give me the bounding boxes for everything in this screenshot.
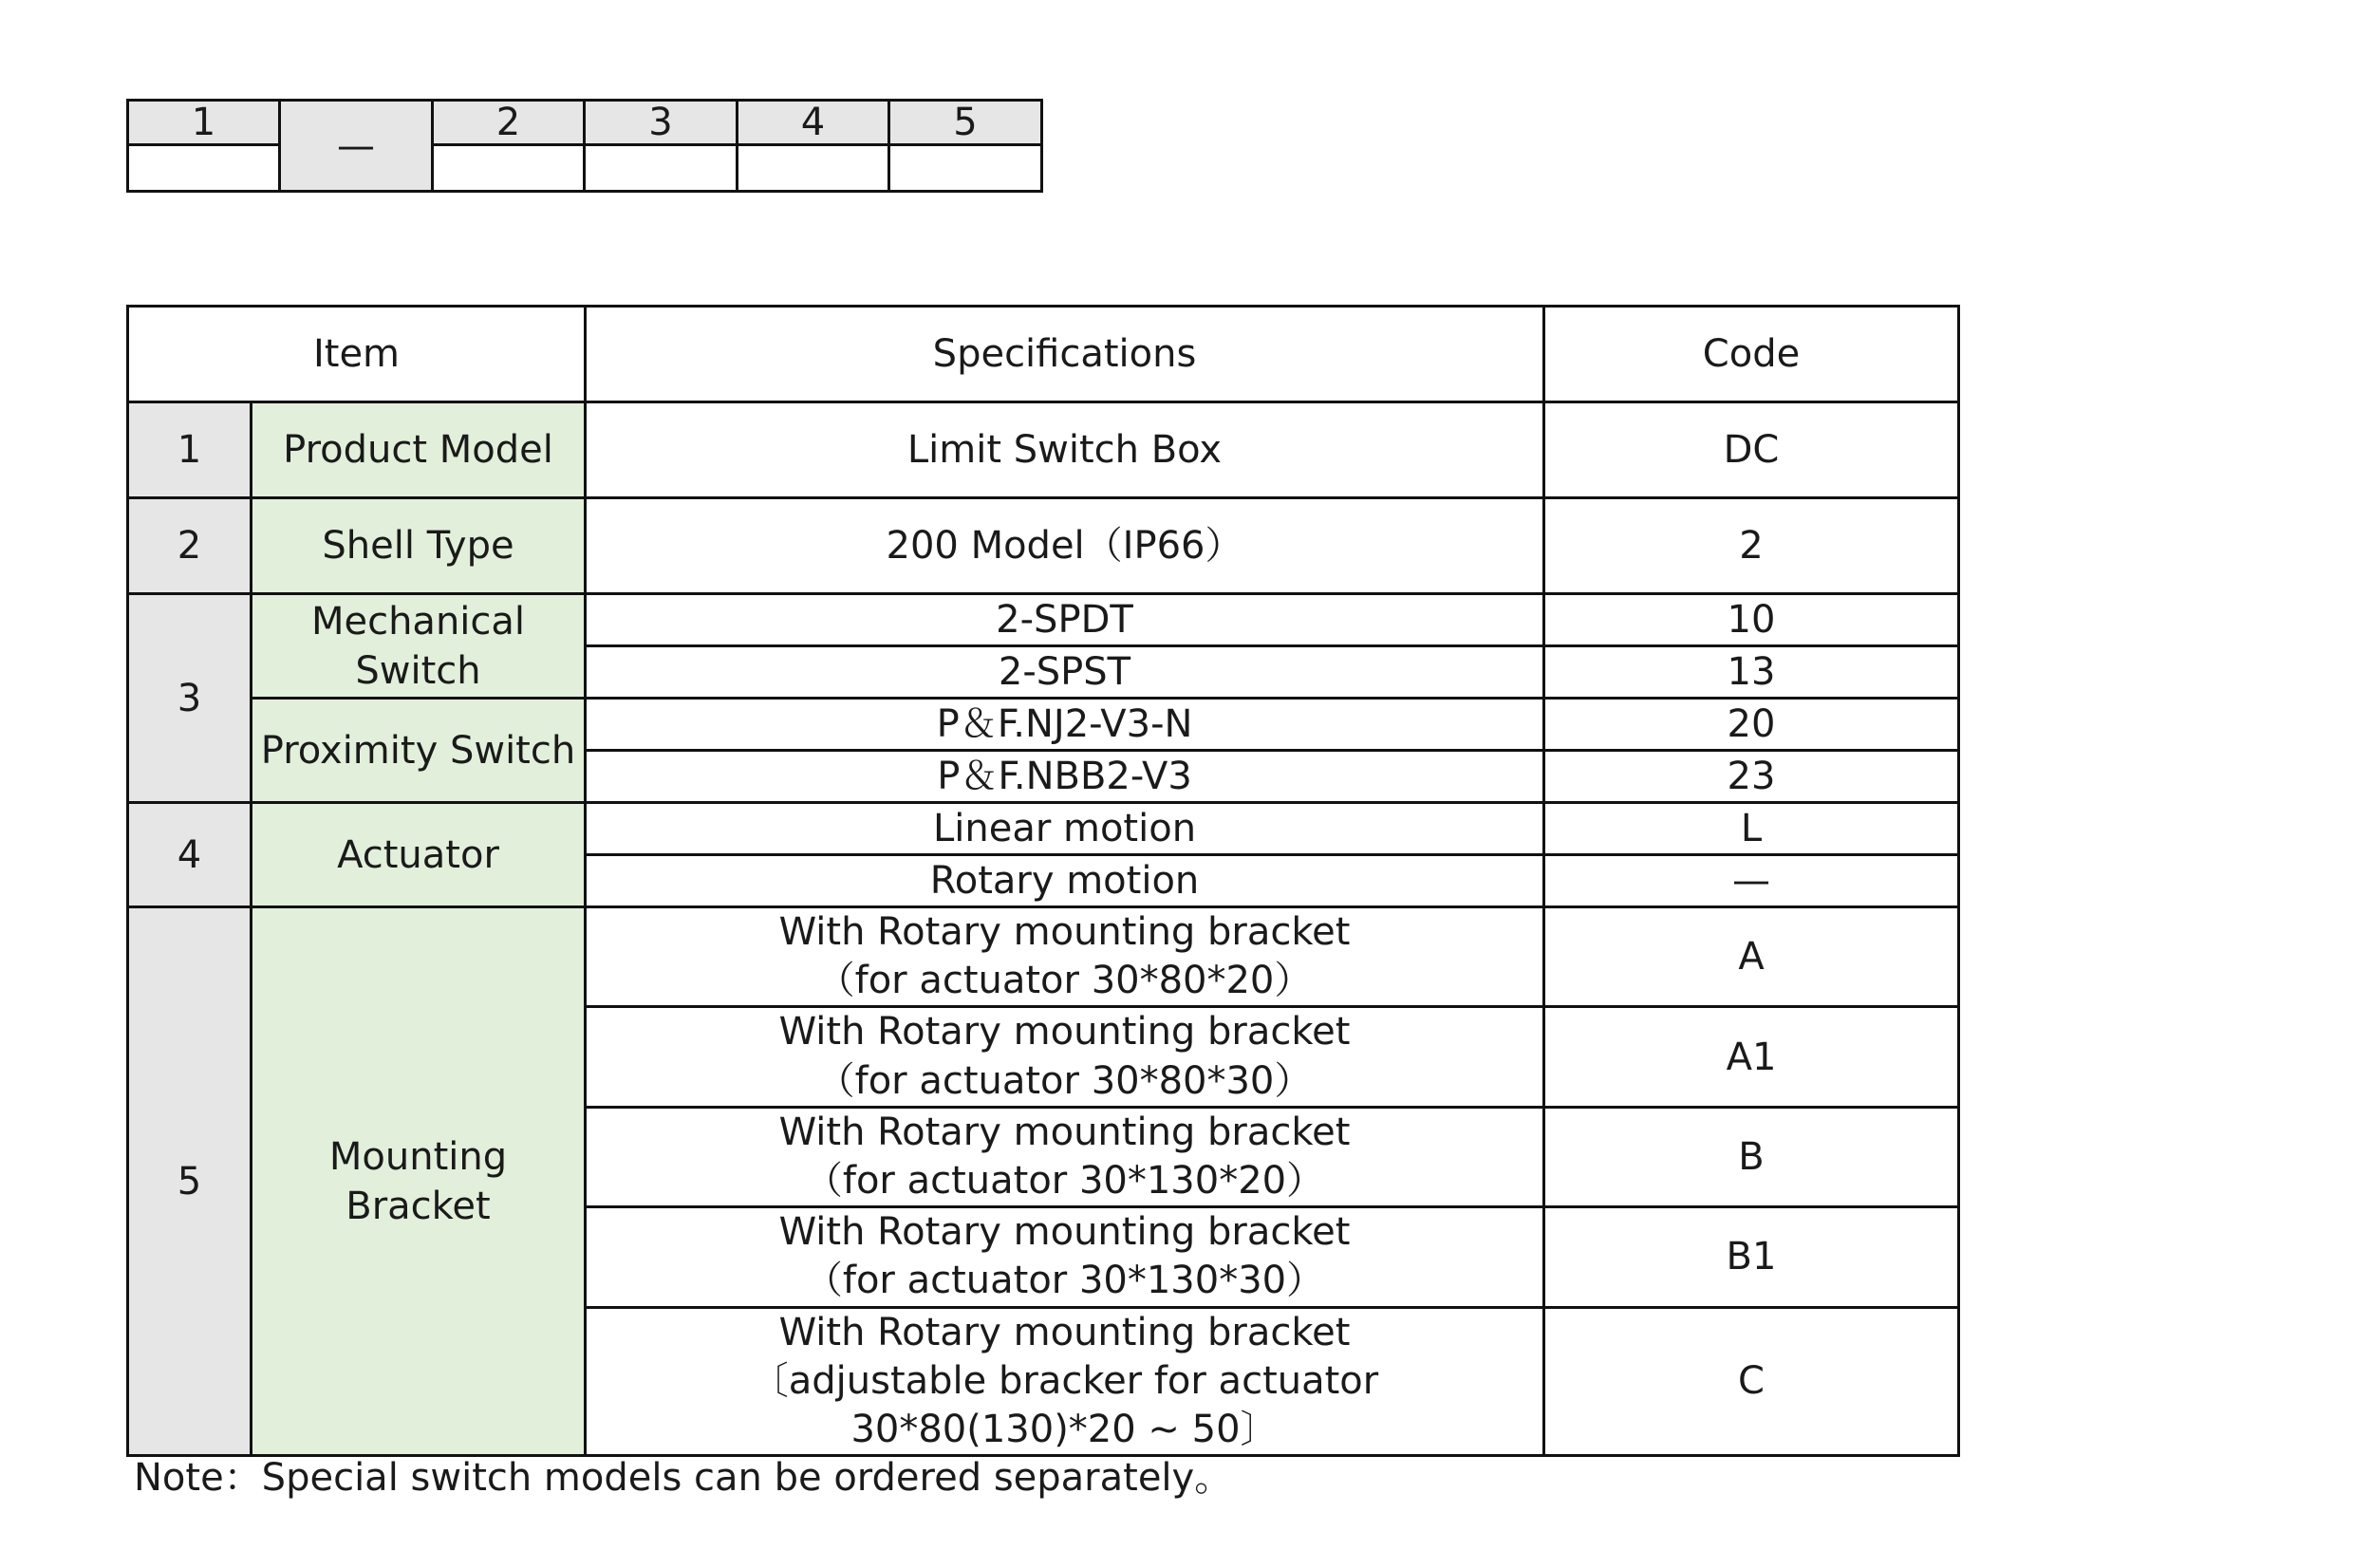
- code-cell: DC: [1544, 402, 1959, 498]
- position-5-value-cell: [889, 145, 1042, 192]
- code-cell: 23: [1544, 751, 1959, 803]
- position-separator-dash: —: [280, 101, 433, 192]
- code-position-row: [128, 101, 1042, 145]
- spec-cell: [586, 907, 1544, 1007]
- item-number: 4: [128, 803, 252, 907]
- position-4-label: 4: [738, 101, 889, 145]
- code-cell: A1: [1544, 1007, 1959, 1107]
- spec-line: With Rotary mounting bracket: [778, 1310, 1351, 1354]
- spec-cell: Rotary motion: [586, 855, 1544, 907]
- spec-line: （for actuator 30*80*20）: [816, 959, 1313, 1003]
- spec-line: （for actuator 30*80*30）: [816, 1058, 1313, 1103]
- item-name: Mechanical Switch: [252, 594, 586, 699]
- item-name: Product Model: [252, 402, 586, 498]
- item-name: Mounting Bracket: [252, 907, 586, 1456]
- spec-cell: P＆F.NJ2-V3-N: [586, 699, 1544, 751]
- position-1-value-cell: [128, 145, 280, 192]
- item-name: Actuator: [252, 803, 586, 907]
- code-cell: 13: [1544, 646, 1959, 699]
- spec-cell: [586, 1207, 1544, 1307]
- footnote: Note：Special switch models can be ordered separately。: [134, 1456, 1233, 1500]
- position-1-label: 1: [128, 101, 280, 145]
- position-3-value-cell: [585, 145, 738, 192]
- code-cell: —: [1544, 855, 1959, 907]
- table-row: [128, 594, 1959, 646]
- spec-cell: 2-SPST: [586, 646, 1544, 699]
- table-row: [128, 803, 1959, 855]
- position-2-value-cell: [433, 145, 585, 192]
- code-cell: 20: [1544, 699, 1959, 751]
- spec-line: With Rotary mounting bracket: [778, 910, 1351, 954]
- item-name: Proximity Switch: [252, 699, 586, 803]
- specification-table: [126, 305, 1960, 1457]
- spec-line: With Rotary mounting bracket: [778, 1210, 1351, 1255]
- code-cell: A: [1544, 907, 1959, 1007]
- header-specifications: Specifications: [586, 307, 1544, 402]
- spec-line: 30*80(130)*20 ~ 50〕: [850, 1407, 1279, 1451]
- header-item: Item: [128, 307, 586, 402]
- code-value-row: [128, 145, 1042, 192]
- position-2-label: 2: [433, 101, 585, 145]
- spec-cell: [586, 1007, 1544, 1107]
- position-5-label: 5: [889, 101, 1042, 145]
- item-number: 3: [128, 594, 252, 803]
- spec-line: （for actuator 30*130*20）: [804, 1158, 1325, 1203]
- spec-cell: Linear motion: [586, 803, 1544, 855]
- item-number: 2: [128, 498, 252, 594]
- code-cell: C: [1544, 1307, 1959, 1456]
- table-row: [128, 498, 1959, 594]
- header-row: [128, 307, 1959, 402]
- header-code: Code: [1544, 307, 1959, 402]
- table-row: [128, 699, 1959, 751]
- spec-line: With Rotary mounting bracket: [778, 1010, 1351, 1055]
- spec-cell: P＆F.NBB2-V3: [586, 751, 1544, 803]
- spec-line: （for actuator 30*130*30）: [804, 1259, 1325, 1303]
- position-3-label: 3: [585, 101, 738, 145]
- position-4-value-cell: [738, 145, 889, 192]
- table-row: [128, 402, 1959, 498]
- spec-cell: [586, 1307, 1544, 1456]
- spec-cell: 200 Model（IP66）: [586, 498, 1544, 594]
- item-name: Shell Type: [252, 498, 586, 594]
- code-cell: 2: [1544, 498, 1959, 594]
- spec-cell: [586, 1107, 1544, 1206]
- spec-line: With Rotary mounting bracket: [778, 1110, 1351, 1154]
- code-cell: 10: [1544, 594, 1959, 646]
- table-row: [128, 907, 1959, 1007]
- item-number: 5: [128, 907, 252, 1456]
- code-cell: B: [1544, 1107, 1959, 1206]
- spec-cell: Limit Switch Box: [586, 402, 1544, 498]
- spec-cell: 2-SPDT: [586, 594, 1544, 646]
- spec-line: 〔adjustable bracker for actuator: [750, 1358, 1379, 1403]
- code-position-table: [126, 99, 1043, 193]
- item-number: 1: [128, 402, 252, 498]
- code-cell: L: [1544, 803, 1959, 855]
- code-cell: B1: [1544, 1207, 1959, 1307]
